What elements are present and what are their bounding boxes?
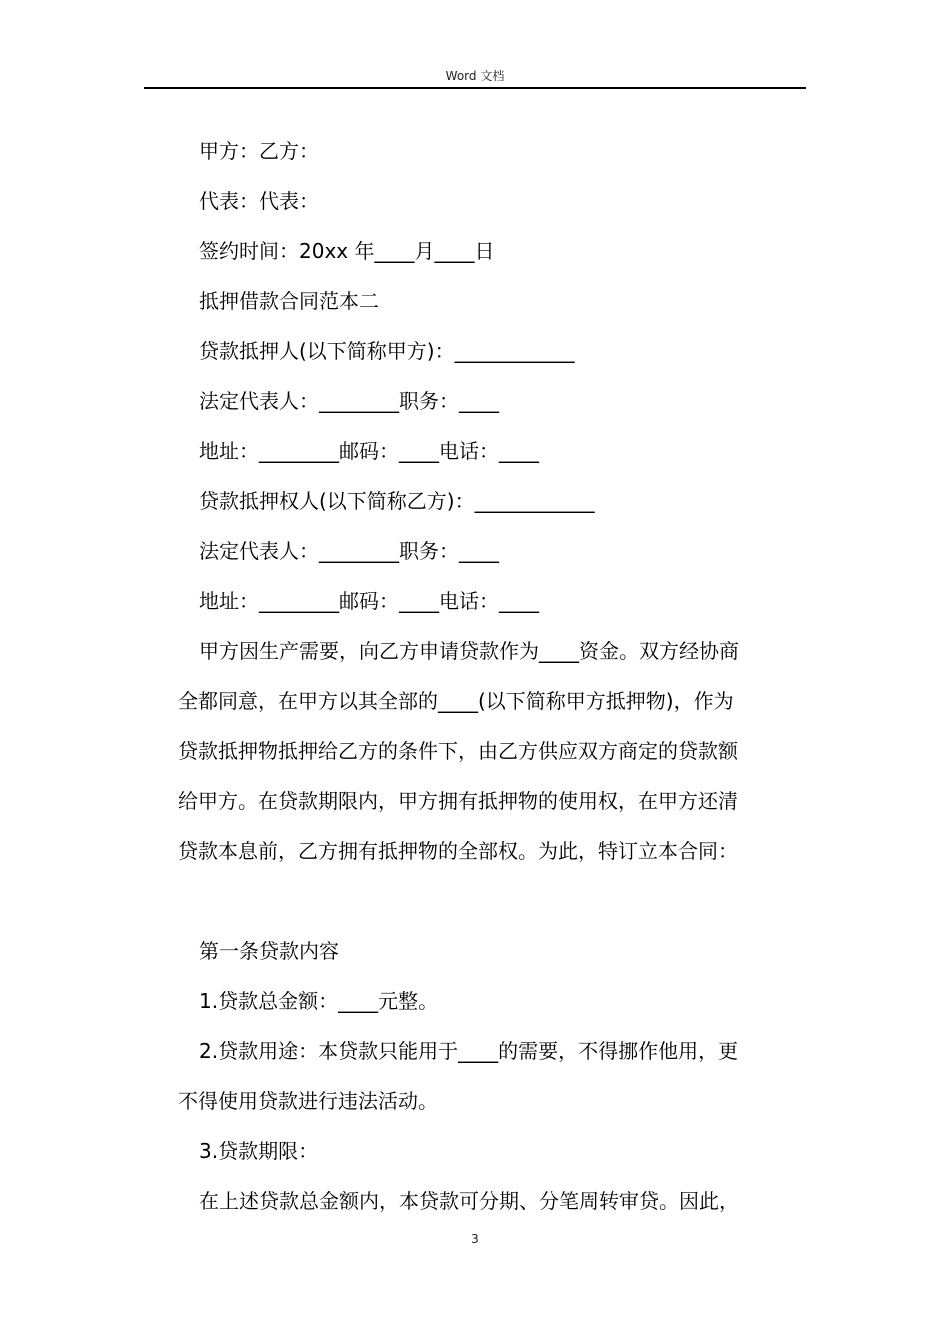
mortgagee-address-line: 地址：________邮码：____电话：____: [199, 589, 539, 613]
representative-line: 代表：代表：: [199, 189, 319, 213]
mortgagor-address-line: 地址：________邮码：____电话：____: [199, 439, 539, 463]
article-item-1: 1.贷款总金额：____元整。: [199, 989, 439, 1013]
article-item-3-text: 在上述贷款总金额内，本贷款可分期、分笔周转审贷。因此，: [199, 1189, 739, 1213]
document-body: [178, 126, 803, 1226]
party-line: 甲方：乙方：: [199, 139, 319, 163]
paragraph-line: 给甲方。在贷款期限内，甲方拥有抵押物的使用权，在甲方还清: [178, 789, 738, 813]
page-header: Word 文档: [445, 69, 505, 83]
signing-date-line: 签约时间：20xx 年____月____日: [199, 239, 495, 263]
mortgagor-line: 贷款抵押人(以下简称甲方)：____________: [199, 339, 575, 363]
header-rule: [144, 87, 806, 89]
article-item-2-continued: 不得使用贷款进行违法活动。: [178, 1089, 438, 1113]
article-item-2: 2.贷款用途：本贷款只能用于____的需要，不得挪作他用，更: [199, 1039, 739, 1063]
article-item-3: 3.贷款期限：: [199, 1139, 319, 1163]
paragraph-line: 贷款抵押物抵押给乙方的条件下，由乙方供应双方商定的贷款额: [178, 739, 738, 763]
paragraph-line: 甲方因生产需要，向乙方申请贷款作为____资金。双方经协商: [199, 639, 739, 663]
article-heading: 第一条贷款内容: [199, 939, 339, 963]
paragraph-line: 贷款本息前，乙方拥有抵押物的全部权。为此，特订立本合同：: [178, 839, 738, 863]
mortgagor-representative-line: 法定代表人：________职务：____: [199, 389, 499, 413]
mortgagee-line: 贷款抵押权人(以下简称乙方)：____________: [199, 489, 595, 513]
contract-title: 抵押借款合同范本二: [199, 289, 379, 313]
paragraph-line: 全都同意，在甲方以其全部的____(以下简称甲方抵押物)，作为: [178, 689, 734, 713]
page-number: 3: [471, 1232, 479, 1246]
mortgagee-representative-line: 法定代表人：________职务：____: [199, 539, 499, 563]
blank-line: [178, 876, 803, 926]
